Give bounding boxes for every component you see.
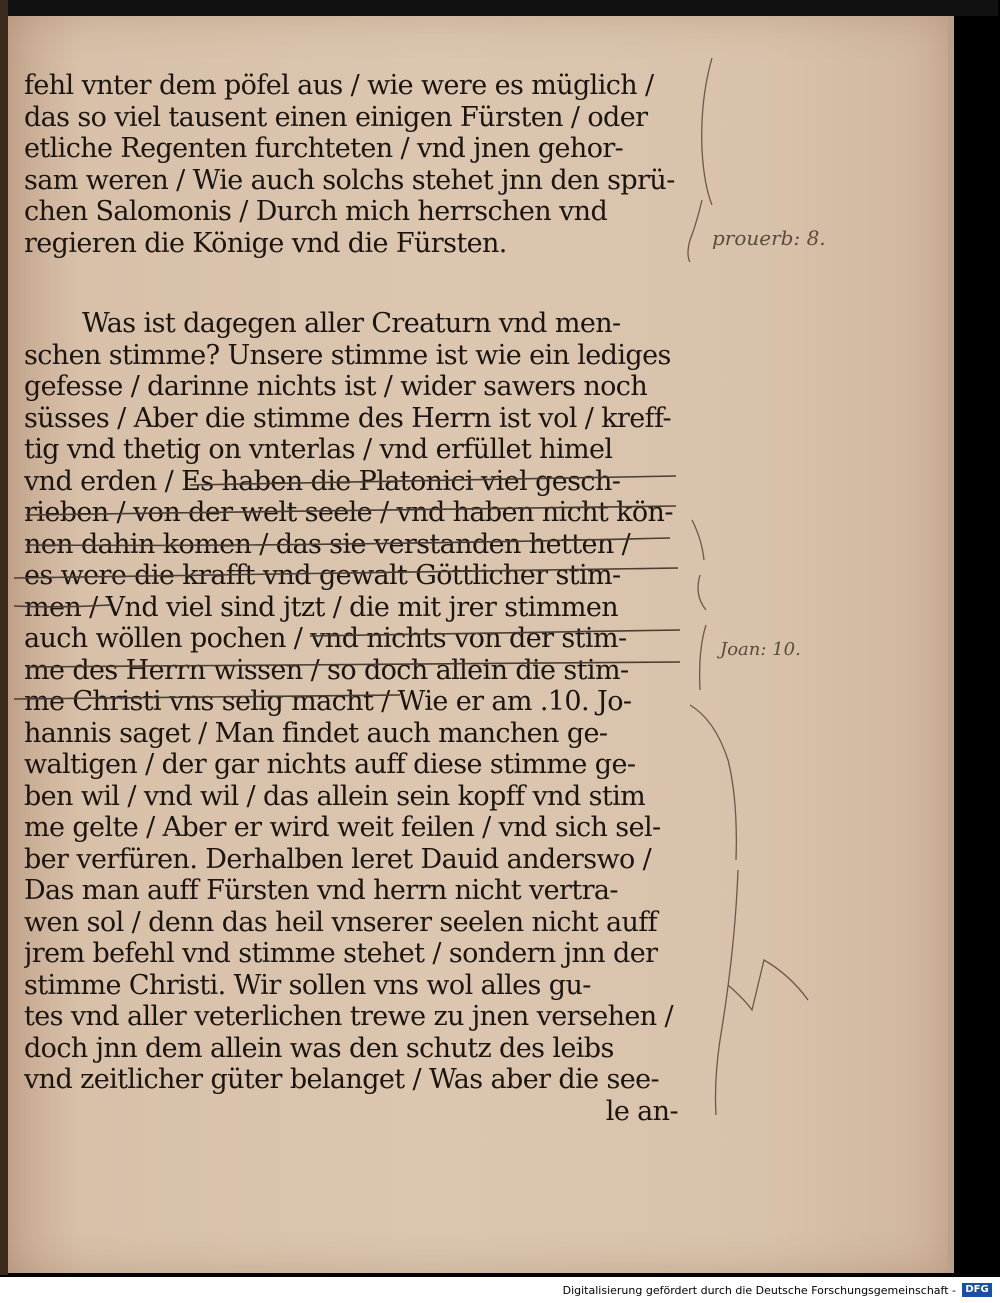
text-line: gefesse / darinne nichts ist / wider sawers noch [24,371,648,402]
paragraph-gap [24,259,684,308]
page-text [24,70,684,1127]
text-line: rieben / von der welt seele / vnd haben nicht kön- [24,497,673,528]
text-line: Das man auff Fürsten vnd herrn nicht vertra- [24,875,618,906]
text-line: stimme Christi. Wir sollen vns wol alles gu- [24,969,591,1001]
text-line: etliche Regenten furchteten / vnd jnen gehor- [24,133,624,164]
book-binding-edge [0,0,8,1275]
text-line: ber verfüren. Derhalben leret Dauid anderswo / [24,843,652,875]
text-line: vnd zeitlicher güter belanget / Was aber die see- [24,1064,660,1095]
text-line: es were die krafft vnd gewalt Göttlicher stim- [24,560,621,591]
text-line: me des Herrn wissen / so doch allein die stim- [24,654,629,686]
text-line: süsses / Aber die stimme des Herrn ist vol / kreff- [24,402,672,434]
text-line: men / Vnd viel sind jtzt / die mit jrer stimmen [24,591,618,623]
text-line: vnd erden / Es haben die Platonici viel gesch- [24,465,621,497]
text-line: auch wöllen pochen / vnd nichts von der stim- [24,623,627,654]
text-line: me gelte / Aber er wird weit feilen / vnd sich sel- [24,812,661,843]
text-line: das so viel tausent einen einigen Fürsten / oder [24,101,648,133]
catchword: le an- [605,1095,678,1127]
marginal-note-proverb: prouerb: 8. [712,226,826,250]
text-line: regieren die Könige vnd die Fürsten. [24,227,507,259]
text-line: ben wil / vnd wil / das allein sein kopff vnd stim [24,780,646,812]
text-line: Was ist dagegen aller Creaturn vnd men- [82,308,621,339]
text-line: doch jnn dem allein was den schutz des leibs [24,1032,614,1064]
dfg-logo-icon: DFG [962,1283,992,1297]
text-line: schen stimme? Unsere stimme ist wie ein lediges [24,339,671,371]
text-line: tig vnd thetig on vnterlas / vnd erfüllet himel [24,434,613,465]
text-line: sam weren / Wie auch solchs stehet jnn den sprü- [24,164,675,196]
text-line: waltigen / der gar nichts auff diese stimme ge- [24,749,636,780]
text-line: jrem befehl vnd stimme stehet / sondern jnn der [24,938,658,969]
text-line: fehl vnter dem pöfel aus / wie were es müglich / [24,70,654,101]
text-line: hannis saget / Man findet auch manchen ge- [24,717,608,749]
text-line: nen dahin komen / das sie verstanden hetten / [24,528,631,560]
marginal-note-john: Joan: 10. [720,639,801,660]
text-line: chen Salomonis / Durch mich herrschen vnd [24,196,608,227]
page-edge [948,16,954,1273]
scan-background [8,0,998,16]
footer-bar [0,1277,1000,1303]
text-line: wen sol / denn das heil vnserer seelen nicht auff [24,906,658,938]
funding-note: Digitalisierung gefördert durch die Deutsche Forschungsgemeinschaft - [562,1284,956,1297]
text-line: me Christi vns selig macht / Wie er am .10. Jo- [24,686,632,717]
text-line: tes vnd aller veterlichen trewe zu jnen versehen / [24,1001,674,1032]
